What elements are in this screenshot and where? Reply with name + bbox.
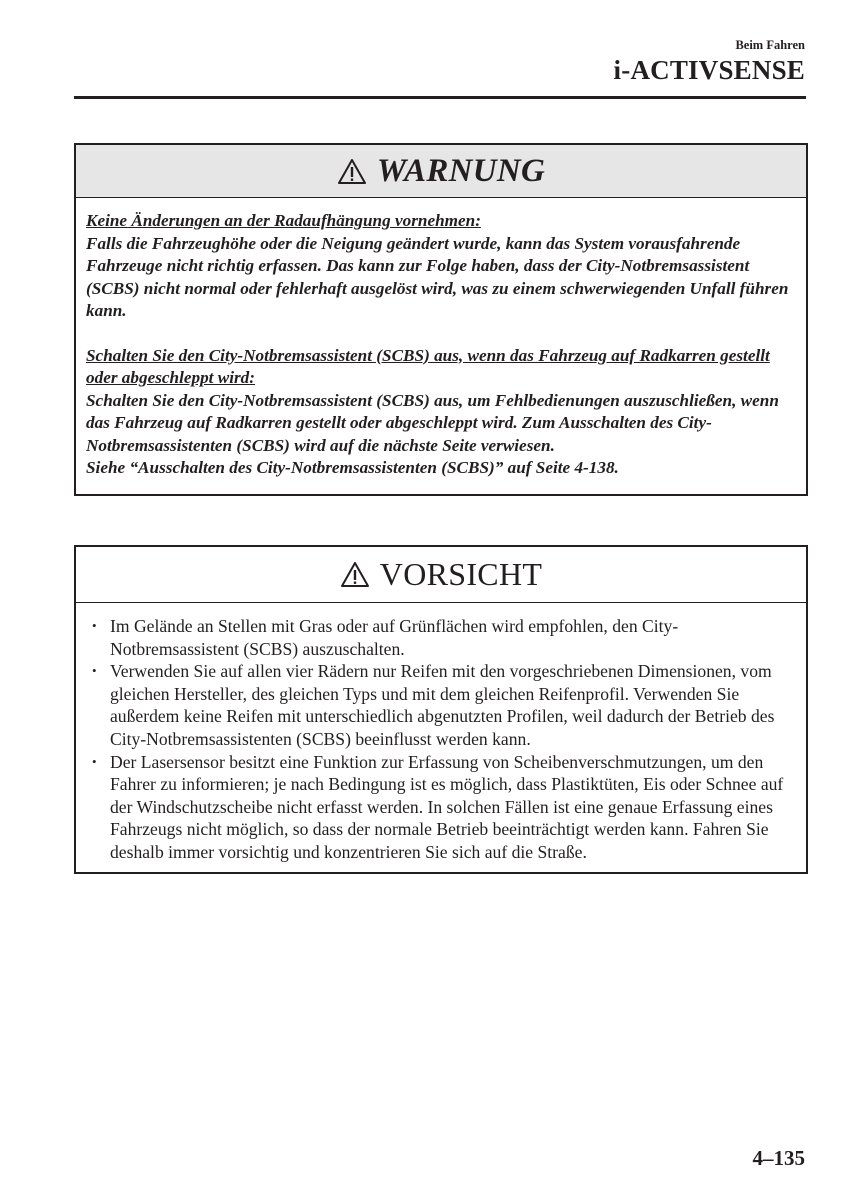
bullet-icon: •: [92, 753, 97, 769]
warning-paragraph: [86, 210, 790, 323]
caution-item-text: Der Lasersensor besitzt eine Funktion zur Erfassung von Scheibenverschmutzungen, um den Fahrer zu informieren; je nach Bedingung ist es möglich, dass Plastiktüten, Eis oder Schnee auf der Windschutzscheibe nicht erfasst werden. In solchen Fällen ist eine genaue Erfassung eines Fahrzeugs nicht möglich, so dass der normale Betrieb beeinträchtigt werden kann. Fahren Sie deshalb immer vorsichtig und konzentrieren Sie sich auf die Straße.: [110, 751, 784, 862]
header-divider: [74, 96, 806, 99]
warning-triangle-icon: [340, 561, 370, 588]
warning-page-reference: Siehe “Ausschalten des City-Notbremsassistenten (SCBS)” auf Seite 4-138.: [86, 458, 619, 477]
caution-item-text: Im Gelände an Stellen mit Gras oder auf Grünflächen wird empfohlen, den City-Notbremsassistent (SCBS) auszuschalten.: [110, 616, 679, 659]
caution-title: VORSICHT: [379, 556, 543, 592]
warning-paragraph-text: Schalten Sie den City-Notbremsassistent (SCBS) aus, um Fehlbedienungen auszuschließen, wenn das Fahrzeug auf Radkarren gestellt oder abgeschleppt wird. Zum Ausschalten des City-Notbremsassistenten (SCBS) wird auf die nächste Seite verwiesen.: [86, 390, 779, 455]
caution-list-item: [90, 615, 792, 660]
page-title: i-ACTIVSENSE: [613, 55, 805, 85]
warning-title: WARNUNG: [376, 152, 546, 189]
warning-header: [76, 145, 806, 198]
warning-paragraph: [86, 345, 790, 480]
warning-box: [74, 143, 808, 496]
caution-item-text: Verwenden Sie auf allen vier Rädern nur Reifen mit den vorgeschriebenen Dimensionen, vom gleichen Hersteller, des gleichen Typs und mit dem gleichen Reifenprofil. Verwenden Sie außerdem keine Reifen mit unterschiedlich abgenutzten Profilen, weil dadurch der Betrieb des City-Notbremsassistenten (SCBS) beeinflusst werden kann.: [110, 661, 775, 749]
bullet-icon: •: [92, 618, 97, 633]
caution-box: [74, 545, 808, 874]
caution-body: [76, 603, 806, 872]
bullet-icon: •: [92, 663, 97, 679]
warning-paragraph-text: Falls die Fahrzeughöhe oder die Neigung geändert wurde, kann das System vorausfahrende Fahrzeuge nicht richtig erfassen. Das kann zur Folge haben, dass der City-Notbremsassistent (SCBS) nicht normal oder fehlerhaft ausgelöst wird, was zu einem schwerwiegenden Unfall führen kann.: [86, 233, 789, 320]
page-number: 4–135: [752, 1146, 805, 1170]
section-label: Beim Fahren: [735, 38, 805, 52]
warning-paragraph-heading: Keine Änderungen an der Radaufhängung vornehmen:: [86, 211, 481, 230]
warning-triangle-icon: [337, 158, 367, 185]
warning-body: [76, 198, 806, 494]
caution-list-item: [90, 660, 792, 750]
warning-paragraph-heading: Schalten Sie den City-Notbremsassistent (SCBS) aus, wenn das Fahrzeug auf Radkarren gestellt oder abgeschleppt wird:: [86, 345, 770, 387]
caution-header: [76, 547, 806, 603]
caution-list-item: [90, 751, 792, 864]
